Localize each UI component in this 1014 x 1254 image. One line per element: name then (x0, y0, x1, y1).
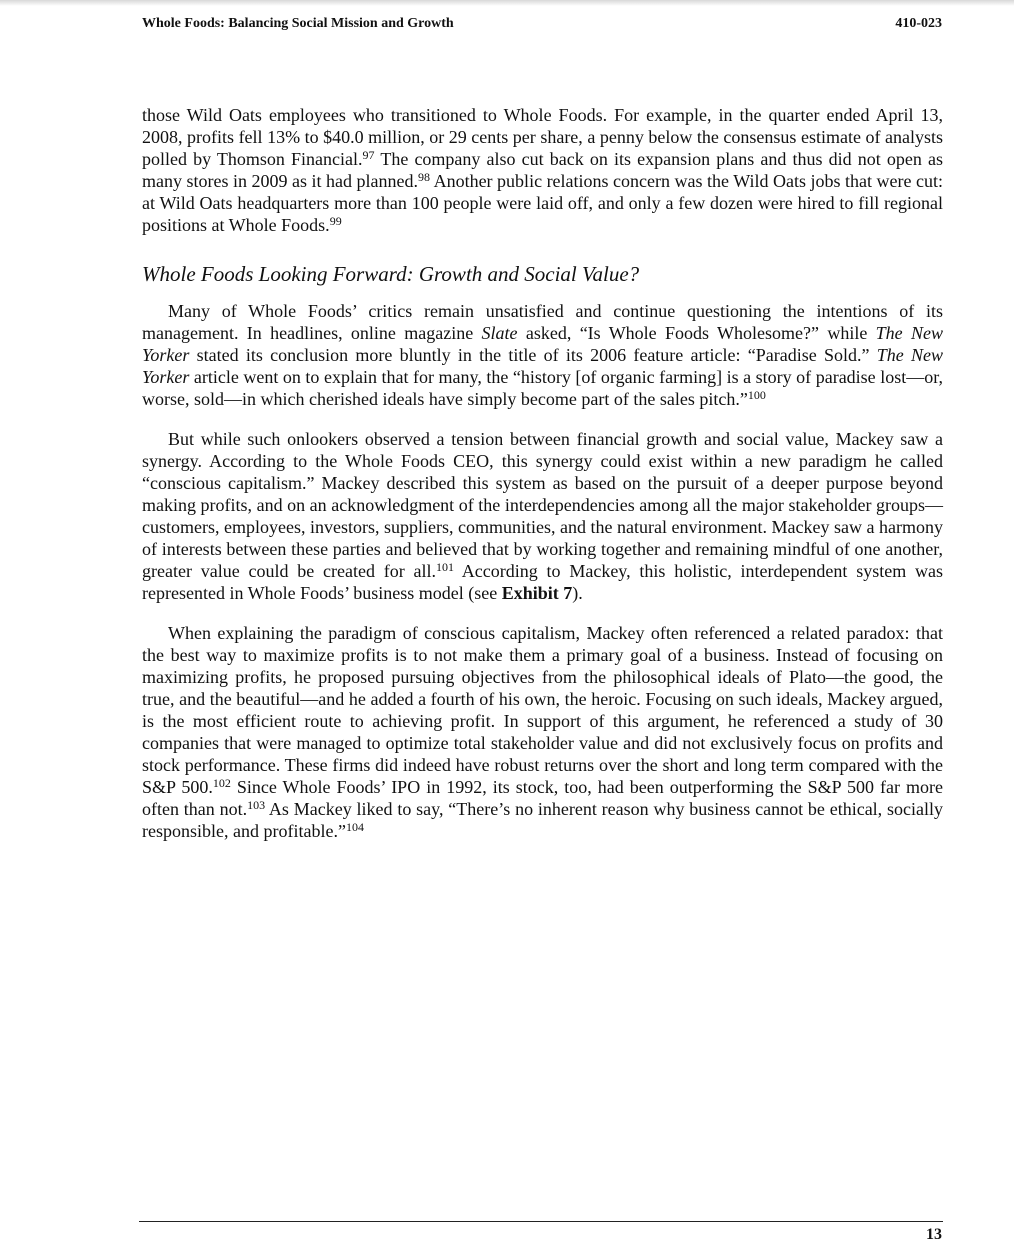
footnote-ref-99: 99 (329, 214, 342, 228)
publication-name-new-yorker: The New Yorker (142, 323, 943, 365)
section-heading: Whole Foods Looking Forward: Growth and Social Value? (142, 262, 640, 286)
paragraph-critics (142, 300, 943, 410)
text-run: According to Mackey, this holistic, interdependent system was represented in Whole Foods’ business model (see (142, 561, 943, 603)
text-run: The company also cut back on its expansion plans and thus did not open as many stores in 2009 as it had planned. (142, 149, 943, 191)
footnote-ref-97: 97 (362, 148, 375, 162)
document-body (142, 104, 943, 842)
text-run: article went on to explain that for many, the “history [of organic farming] is a story of paradise lost—or, worse, sold—in which cherished ideals have simply become part of the sales pitch.” (142, 367, 943, 409)
footnote-ref-98: 98 (418, 170, 431, 184)
text-run: Since Whole Foods’ IPO in 1992, its stock, too, had been outperforming the S&P 500 far more often than not. (142, 777, 943, 819)
paragraph-profit-paradox (142, 622, 943, 842)
text-run: But while such onlookers observed a tension between financial growth and social value, Mackey saw a synergy. According to the Whole Foods CEO, this synergy could exist within a new paradigm he called “conscious capitalism.” Mackey described this system as based on the pursuit of a deeper purpose beyond making profits, and on an acknowledgment of the interdependencies among all the major stakeholder groups—customers, employees, investors, suppliers, communities, and the natural environment. Mackey saw a harmony of interests between these parties and believed that by working together and remaining mindful of one another, greater value could be created for all. (142, 429, 943, 581)
paragraph-wild-oats-costs (142, 104, 943, 236)
footer-divider (139, 1221, 943, 1222)
text-run: When explaining the paradigm of conscious capitalism, Mackey often referenced a related paradox: that the best way to maximize profits is to not make them a primary goal of a business. Instead of focusing on maximizing profits, he proposed pursuing objectives from the philosophical ideals of Plato—the good, the true, and the beautiful—and he added a fourth of his own, the heroic. Focusing on such ideals, Mackey argued, is the most efficient route to achieving profit. In support of this argument, he referenced a study of 30 companies that were managed to optimize total stakeholder value and did not exclusively focus on profits and stock performance. These firms did indeed have robust returns over the short and long term compared with the S&P 500. (142, 623, 943, 797)
page-number: 13 (926, 1226, 942, 1243)
header-case-number: 410-023 (895, 16, 942, 31)
footnote-ref-100: 100 (747, 388, 766, 402)
footnote-ref-104: 104 (345, 820, 364, 834)
page-top-shadow (0, 0, 1014, 6)
text-run: Another public relations concern was the Wild Oats jobs that were cut: at Wild Oats headquarters more than 100 people were laid off, and only a few dozen were hired to fill regional positions at Whole Foods. (142, 171, 944, 235)
text-run: stated its conclusion more bluntly in the title of its 2006 feature article: “Paradise Sold.” (189, 345, 877, 365)
footnote-ref-101: 101 (436, 560, 455, 574)
text-run: those Wild Oats employees who transitioned to Whole Foods. For example, in the quarter ended April 13, 2008, profits fell 13% to $40.0 million, or 29 cents per share, a penny below the consensus estimate of analysts polled by Thomson Financial. (142, 105, 943, 169)
footnote-ref-103: 103 (247, 798, 266, 812)
exhibit-reference: Exhibit 7 (501, 583, 573, 603)
publication-name-slate: Slate (481, 323, 518, 343)
header-title: Whole Foods: Balancing Social Mission and Growth (142, 16, 454, 31)
footnote-ref-102: 102 (212, 776, 231, 790)
text-run: asked, “Is Whole Foods Wholesome?” while (517, 323, 876, 343)
publication-name-new-yorker: The New Yorker (142, 345, 943, 387)
text-run: Many of Whole Foods’ critics remain unsatisfied and continue questioning the intentions of its management. In headlines, online magazine (142, 301, 943, 343)
paragraph-conscious-capitalism (142, 428, 943, 604)
text-run: As Mackey liked to say, “There’s no inherent reason why business cannot be ethical, socially responsible, and profitable.” (142, 799, 943, 841)
running-header (142, 14, 942, 34)
text-run: ). (572, 583, 583, 603)
